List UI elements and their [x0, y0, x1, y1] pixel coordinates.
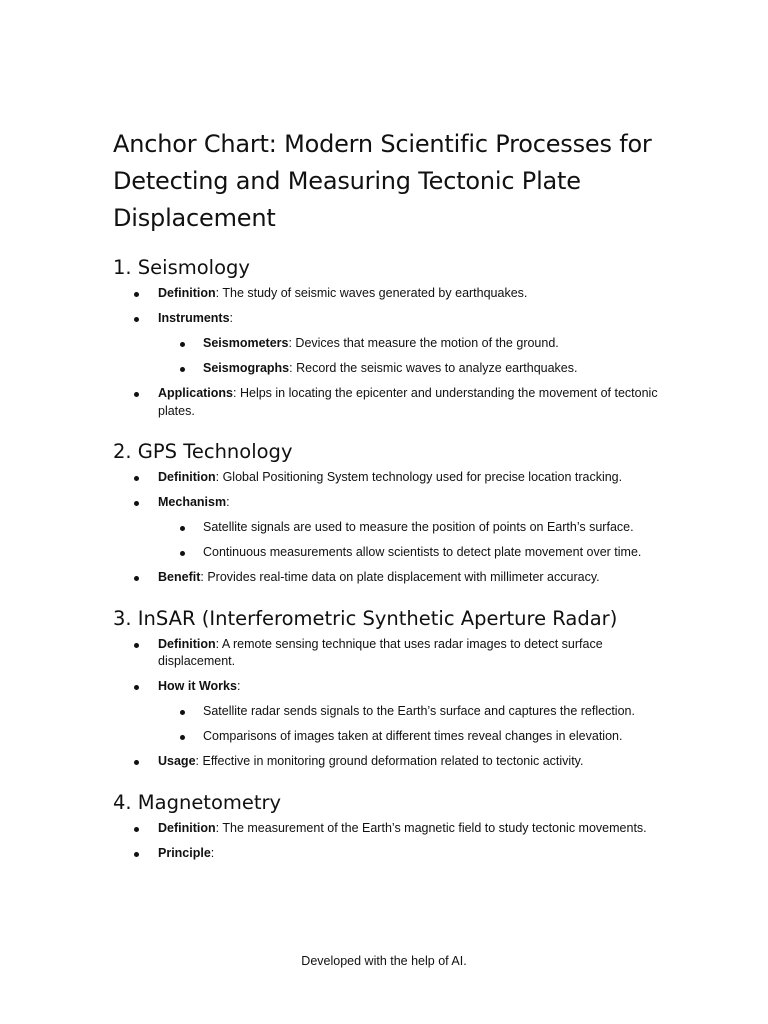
- bullet-icon: [180, 735, 185, 740]
- sub-list-item: [158, 335, 673, 353]
- list-item: [113, 636, 673, 671]
- list-item: [113, 310, 673, 378]
- item-text: : The study of seismic waves generated by earthquakes.: [215, 286, 528, 300]
- bullet-icon: [134, 685, 139, 690]
- sub-item-term: Seismographs: [203, 361, 290, 375]
- bullet-icon: [180, 342, 185, 347]
- item-term: Benefit: [158, 570, 201, 584]
- bullet-icon: [134, 643, 139, 648]
- item-term: Principle: [158, 845, 211, 860]
- item-term: Instruments: [158, 311, 230, 325]
- sub-bullet-list: [158, 703, 673, 746]
- item-term: Definition: [158, 636, 216, 651]
- item-text: :: [236, 679, 241, 693]
- sub-item-text: Satellite radar sends signals to the Earth’s surface and captures the reflection.: [203, 704, 635, 718]
- bullet-icon: [134, 852, 139, 857]
- bullet-icon: [134, 501, 139, 506]
- sub-list-item: [158, 360, 673, 378]
- section: [113, 606, 673, 771]
- list-item: [113, 569, 673, 587]
- section-heading: 2. GPS Technology: [113, 440, 293, 463]
- sub-item-term: Seismometers: [203, 336, 289, 350]
- bullet-list: [113, 636, 673, 771]
- section-heading: 3. InSAR (Interferometric Synthetic Aperture Radar): [113, 606, 618, 630]
- bullet-icon: [134, 760, 139, 765]
- bullet-list: [113, 820, 673, 863]
- section-heading: 4. Magnetometry: [113, 790, 282, 814]
- list-item: [113, 385, 673, 420]
- item-term: Applications: [158, 386, 234, 400]
- item-term: Definition: [158, 820, 216, 835]
- section-heading: 1. Seismology: [113, 256, 250, 279]
- sub-list-item: [158, 703, 673, 721]
- item-term: How it Works: [158, 679, 237, 693]
- bullet-icon: [134, 317, 139, 322]
- sections-container: [113, 255, 673, 862]
- section: [113, 439, 673, 587]
- item-text: : A remote sensing technique that uses radar images to detect surface displacement.: [158, 636, 603, 668]
- item-text: : Provides real-time data on plate displacement with millimeter accuracy.: [200, 570, 600, 584]
- document-content: [113, 126, 673, 881]
- item-text: : Effective in monitoring ground deformation related to tectonic activity.: [195, 754, 584, 768]
- section: [113, 255, 673, 420]
- sub-bullet-list: [158, 335, 673, 378]
- bullet-icon: [134, 476, 139, 481]
- item-text: :: [210, 845, 215, 860]
- bullet-icon: [180, 710, 185, 715]
- item-term: Definition: [158, 286, 216, 300]
- item-term: Usage: [158, 754, 196, 768]
- sub-bullet-list: [158, 519, 673, 562]
- bullet-icon: [134, 392, 139, 397]
- bullet-icon: [180, 367, 185, 372]
- sub-item-text: Continuous measurements allow scientists to detect plate movement over time.: [203, 545, 642, 559]
- item-text: : Helps in locating the epicenter and understanding the movement of tectonic plates.: [158, 386, 658, 418]
- list-item: [113, 845, 673, 863]
- page-footer: Developed with the help of AI.: [301, 954, 467, 968]
- bullet-icon: [134, 827, 139, 832]
- bullet-icon: [134, 576, 139, 581]
- list-item: [113, 494, 673, 562]
- sub-item-text: Comparisons of images taken at different times reveal changes in elevation.: [203, 729, 623, 743]
- bullet-list: [113, 285, 673, 420]
- list-item: [113, 820, 673, 838]
- sub-list-item: [158, 728, 673, 746]
- list-item: [113, 469, 673, 487]
- item-term: Definition: [158, 470, 216, 484]
- item-text: :: [229, 311, 234, 325]
- sub-item-text: : Record the seismic waves to analyze earthquakes.: [289, 361, 578, 375]
- item-text: :: [226, 495, 230, 509]
- bullet-icon: [180, 526, 185, 531]
- sub-list-item: [158, 544, 673, 562]
- page-title: Anchor Chart: Modern Scientific Processes for Detecting and Measuring Tectonic Plate Displacement: [113, 130, 652, 232]
- section: [113, 790, 673, 863]
- sub-item-text: : Devices that measure the motion of the ground.: [288, 336, 559, 350]
- list-item: [113, 678, 673, 746]
- bullet-icon: [134, 292, 139, 297]
- item-term: Mechanism: [158, 495, 227, 509]
- list-item: [113, 285, 673, 303]
- sub-item-text: Satellite signals are used to measure the position of points on Earth’s surface.: [203, 520, 634, 534]
- bullet-icon: [180, 551, 185, 556]
- sub-list-item: [158, 519, 673, 537]
- item-text: : Global Positioning System technology used for precise location tracking.: [215, 470, 623, 484]
- list-item: [113, 753, 673, 771]
- item-text: : The measurement of the Earth’s magnetic field to study tectonic movements.: [215, 820, 647, 835]
- bullet-list: [113, 469, 673, 587]
